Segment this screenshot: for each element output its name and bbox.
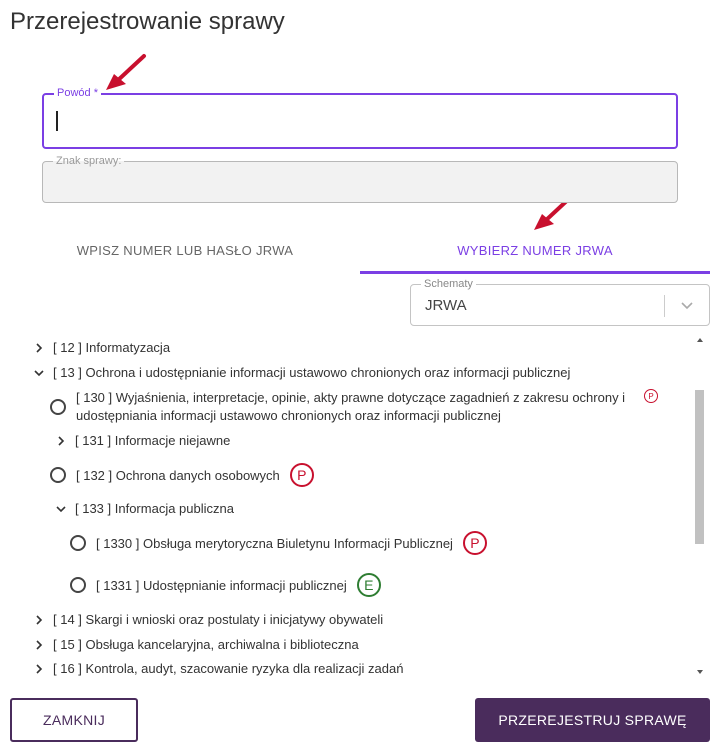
schemes-value: JRWA xyxy=(425,297,467,314)
chevron-right-icon[interactable] xyxy=(33,342,45,354)
chevron-right-icon[interactable] xyxy=(33,614,45,626)
badge-p-icon: P xyxy=(644,389,658,403)
tree-item-1330[interactable] xyxy=(70,531,487,555)
tree-item-label: [ 131 ] Informacje niejawne xyxy=(75,433,231,448)
jrwa-tree xyxy=(0,334,720,679)
tree-item-130[interactable] xyxy=(50,389,658,425)
tree-item-1331[interactable] xyxy=(70,573,381,597)
chevron-down-icon[interactable] xyxy=(55,503,67,515)
badge-p-icon: P xyxy=(290,463,314,487)
tree-item-label: [ 133 ] Informacja publiczna xyxy=(75,501,234,516)
case-number-field xyxy=(42,155,678,203)
tree-item-label: [ 15 ] Obsługa kancelaryjna, archiwalna i biblioteczna xyxy=(53,637,359,652)
text-caret xyxy=(56,111,58,131)
scroll-up-icon[interactable] xyxy=(696,336,704,344)
tree-item-label: [ 132 ] Ochrona danych osobowych xyxy=(76,467,280,483)
chevron-right-icon[interactable] xyxy=(33,639,45,651)
scrollbar-thumb[interactable] xyxy=(695,390,704,544)
tab-enter-jrwa[interactable]: WPISZ NUMER LUB HASŁO JRWA xyxy=(76,242,294,258)
badge-p-icon: P xyxy=(463,531,487,555)
tree-item-label: [ 1331 ] Udostępnianie informacji publicznej xyxy=(96,577,347,593)
select-separator xyxy=(664,295,665,317)
tree-item-131[interactable] xyxy=(55,433,230,448)
tree-item-132[interactable] xyxy=(50,463,314,487)
chevron-down-icon[interactable] xyxy=(679,297,695,313)
tree-item-label: [ 16 ] Kontrola, audyt, szacowanie ryzyka dla realizacji zadań xyxy=(53,661,404,676)
schemes-label: Schematy xyxy=(421,278,476,290)
tree-item-133[interactable] xyxy=(55,501,234,516)
tree-item-12[interactable] xyxy=(33,340,170,355)
tree-item-label: [ 130 ] Wyjaśnienia, interpretacje, opinie, akty prawne dotyczące zagadnień z zakresu ochrony i xyxy=(76,390,626,405)
reason-label: Powód * xyxy=(54,87,101,99)
reason-field[interactable] xyxy=(42,87,678,149)
tree-item-label: [ 1330 ] Obsługa merytoryczna Biuletynu Informacji Publicznej xyxy=(96,535,453,551)
close-button[interactable]: ZAMKNIJ xyxy=(10,698,138,742)
tree-item-label: [ 12 ] Informatyzacja xyxy=(53,340,171,355)
chevron-right-icon[interactable] xyxy=(55,435,67,447)
radio-button[interactable] xyxy=(70,535,86,551)
radio-button[interactable] xyxy=(50,467,66,483)
tree-item-15[interactable] xyxy=(33,637,359,652)
chevron-right-icon[interactable] xyxy=(33,663,45,675)
radio-button[interactable] xyxy=(50,399,66,415)
tree-item-label: [ 14 ] Skargi i wnioski oraz postulaty i inicjatywy obywateli xyxy=(53,612,384,627)
tree-item-16[interactable] xyxy=(33,661,403,676)
tree-item-label-cont: udostępniania informacji ustawowo chronionych oraz informacji publicznej xyxy=(76,408,501,423)
tab-select-jrwa[interactable]: WYBIERZ NUMER JRWA xyxy=(457,242,613,258)
radio-button[interactable] xyxy=(70,577,86,593)
tree-item-13[interactable] xyxy=(33,365,570,380)
reregister-case-button[interactable]: PRZEREJESTRUJ SPRAWĘ xyxy=(475,698,710,742)
chevron-down-icon[interactable] xyxy=(33,367,45,379)
badge-e-icon: E xyxy=(357,573,381,597)
active-tab-indicator xyxy=(360,271,710,274)
schemes-select[interactable] xyxy=(410,278,710,326)
tree-item-label: [ 13 ] Ochrona i udostępnianie informacji ustawowo chronionych oraz informacji publicznej xyxy=(53,365,571,380)
dialog-title: Przerejestrowanie sprawy xyxy=(10,8,285,35)
case-number-label: Znak sprawy: xyxy=(53,155,124,167)
scroll-down-icon[interactable] xyxy=(696,668,704,676)
annotation-arrow-icon xyxy=(100,52,150,94)
tree-item-14[interactable] xyxy=(33,612,383,627)
tree-scrollbar[interactable] xyxy=(693,334,707,679)
